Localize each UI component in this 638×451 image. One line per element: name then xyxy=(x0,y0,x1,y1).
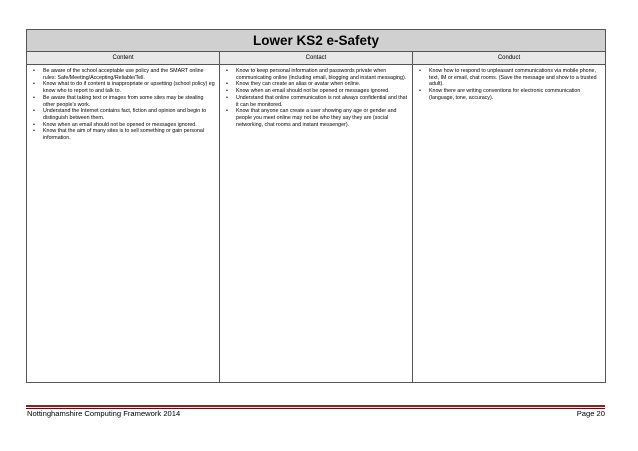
list-item xyxy=(224,95,408,108)
list-item-text: Know that anyone can create a user showing any age or gender and people you meet online may not be who they say they are (social networking, chat rooms and instant messenger). xyxy=(236,108,397,128)
bullet-icon: • xyxy=(419,68,421,74)
bullet-icon: • xyxy=(33,121,35,128)
table-title: Lower KS2 e-Safety xyxy=(27,30,606,52)
bullet-icon: • xyxy=(33,108,35,115)
list-item-text: Understand the Internet contains fact, fiction and opinion and begin to distinguish between them. xyxy=(43,108,207,121)
contact-list xyxy=(224,68,408,128)
bullet-icon: • xyxy=(226,68,228,74)
bullet-icon: • xyxy=(33,68,35,74)
footer-framework-name: Nottinghamshire Computing Framework 2014 xyxy=(27,409,181,418)
list-item-text: Know there are writing conventions for electronic communication (language, tone, accuracy). xyxy=(429,88,581,101)
list-item-text: Know what to do if content is inappropriate or upsetting (school policy) eg know who to report to and talk to. xyxy=(43,81,215,95)
bullet-icon: • xyxy=(226,81,228,88)
list-item xyxy=(31,81,215,94)
list-item-text: Know they can create an alias or avatar when online. xyxy=(236,81,361,88)
list-item-text: Understand that online communication is not always confidential and that it can be monitored. xyxy=(236,94,408,108)
contact-cell xyxy=(220,65,413,383)
list-item-text: Be aware of the school acceptable use policy and the SMART online rules: Safe/Meeting/Accepting/Reliable/Tell. xyxy=(43,68,204,81)
content-list xyxy=(31,68,215,142)
list-item-text: Know when an email should not be opened or messages ignored. xyxy=(236,88,390,95)
list-item-text: Know how to respond to unpleasant communications via mobile phone, text, IM or email, chat rooms. (Save the message and show to a trusted adult). xyxy=(429,68,597,88)
list-item xyxy=(31,128,215,141)
bullet-icon: • xyxy=(226,88,228,95)
list-item xyxy=(224,81,408,88)
list-item xyxy=(224,88,408,95)
bullet-icon: • xyxy=(226,108,228,115)
list-item xyxy=(31,108,215,121)
list-item xyxy=(31,68,215,81)
column-heading-conduct: Conduct xyxy=(413,52,606,65)
list-item xyxy=(224,68,408,81)
conduct-cell xyxy=(413,65,606,383)
list-item xyxy=(224,108,408,128)
content-cell xyxy=(27,65,220,383)
list-item-text: Know when an email should not be opened or messages ignored. xyxy=(43,121,197,128)
bullet-icon: • xyxy=(33,94,35,101)
header-row xyxy=(27,52,606,65)
list-item-text: Know that the aim of many sites is to sell something or gain personal information. xyxy=(43,128,205,142)
list-item-text: Be aware that taking text or images from some sites may be stealing other people's work. xyxy=(43,94,204,108)
bullet-icon: • xyxy=(419,88,421,95)
column-heading-content: Content xyxy=(27,52,220,65)
bullet-icon: • xyxy=(33,81,35,88)
footer-page-number: Page 20 xyxy=(576,409,605,418)
body-row xyxy=(27,65,606,383)
list-item xyxy=(31,122,215,129)
bullet-icon: • xyxy=(33,128,35,135)
list-item xyxy=(417,68,601,88)
list-item xyxy=(417,88,601,101)
esafety-table xyxy=(26,29,606,383)
list-item xyxy=(31,95,215,108)
list-item-text: Know to keep personal information and passwords private when communicating online (including email, blogging and instant messaging). xyxy=(236,68,407,81)
bullet-icon: • xyxy=(226,94,228,101)
conduct-list xyxy=(417,68,601,102)
column-heading-contact: Contact xyxy=(220,52,413,65)
title-row xyxy=(27,30,606,52)
